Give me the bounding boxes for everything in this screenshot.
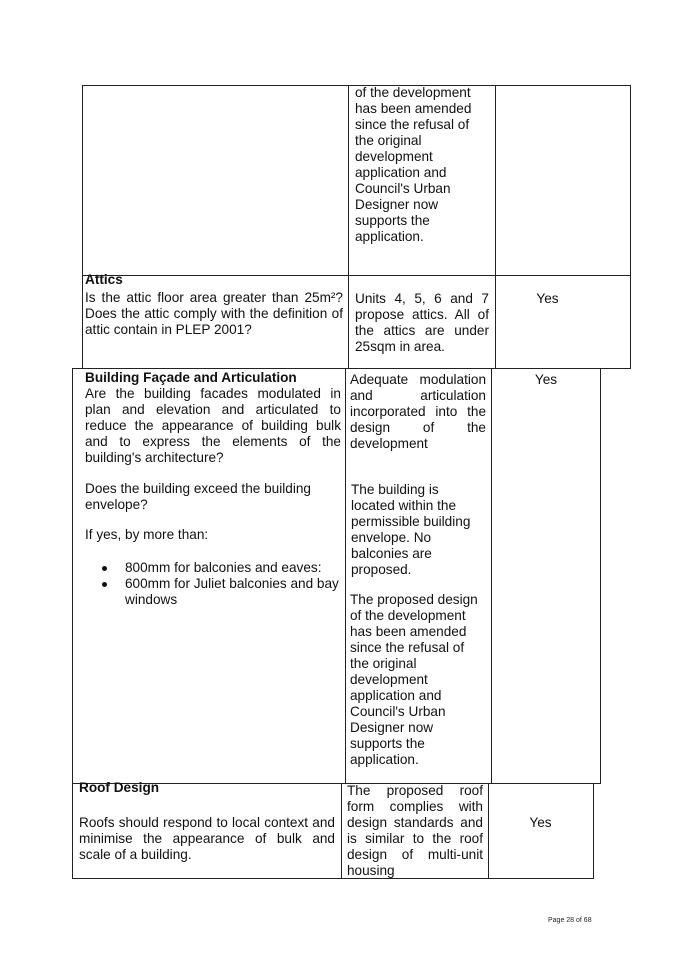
bullet-icon <box>102 566 107 571</box>
table-border <box>348 85 349 276</box>
list-item: 800mm for balconies and eaves: <box>85 560 341 576</box>
table-border <box>341 783 342 879</box>
table-border <box>630 275 631 369</box>
table-border <box>72 368 73 784</box>
table-border <box>593 783 594 879</box>
section-heading: Roof Design <box>79 780 160 795</box>
criteria-text: Roofs should respond to local context and minimise the appearance of bulk and scale of a building. <box>79 815 335 862</box>
comment-text: Units 4, 5, 6 and 7 propose attics. All of the attics are under 25sqm in area. <box>355 291 489 354</box>
criteria-text: Are the building facades modulated in plan and elevation and articulated to reduce the appearance of building bulk and to express the elements of the building's architecture? <box>85 386 341 465</box>
comment-text: The building is located within the permissible building envelope. No balconies are proposed. <box>351 482 471 577</box>
section-heading: Attics <box>85 272 123 287</box>
table-border <box>495 275 496 369</box>
table-border <box>82 275 631 276</box>
table-border <box>495 85 496 276</box>
comment-text: The proposed design of the development has been amended since the refusal of the original development application and Council's Urban Designer now supports the application. <box>350 592 478 767</box>
comment-text: The proposed roof form complies with design standards and is similar to the roof design of multi-unit housing <box>347 783 483 878</box>
table-border <box>630 85 631 276</box>
table-border <box>600 368 601 784</box>
page-number: Page 28 of 68 <box>548 917 592 924</box>
table-border <box>82 275 83 369</box>
criteria-text: If yes, by more than: <box>85 527 209 542</box>
criteria-text: Does the building exceed the building envelope? <box>85 481 311 512</box>
table-border <box>82 85 83 276</box>
table-border <box>491 368 492 784</box>
table-border <box>82 368 631 369</box>
table-border <box>345 368 346 784</box>
table-border <box>72 878 594 879</box>
bullet-icon <box>102 582 107 587</box>
list-item: 600mm for Juliet balconies and bay windows <box>85 576 341 608</box>
table-border <box>348 275 349 369</box>
criteria-text: Is the attic floor area greater than 25m²? Does the attic comply with the definition of attic contain in PLEP 2001? <box>85 290 343 337</box>
compliance-value: Yes <box>536 291 559 306</box>
table-border <box>488 783 489 879</box>
comment-text: Adequate modulation and articulation incorporated into the design of the development <box>350 372 486 451</box>
section-heading: Building Façade and Articulation <box>85 370 297 385</box>
compliance-value: Yes <box>534 372 558 387</box>
table-border <box>72 783 73 879</box>
comment-text: of the development has been amended since the refusal of the original development application and Council's Urban Designer now supports the application. <box>355 85 472 244</box>
compliance-value: Yes <box>529 815 552 830</box>
table-border <box>72 368 82 369</box>
bullet-list <box>85 560 341 608</box>
